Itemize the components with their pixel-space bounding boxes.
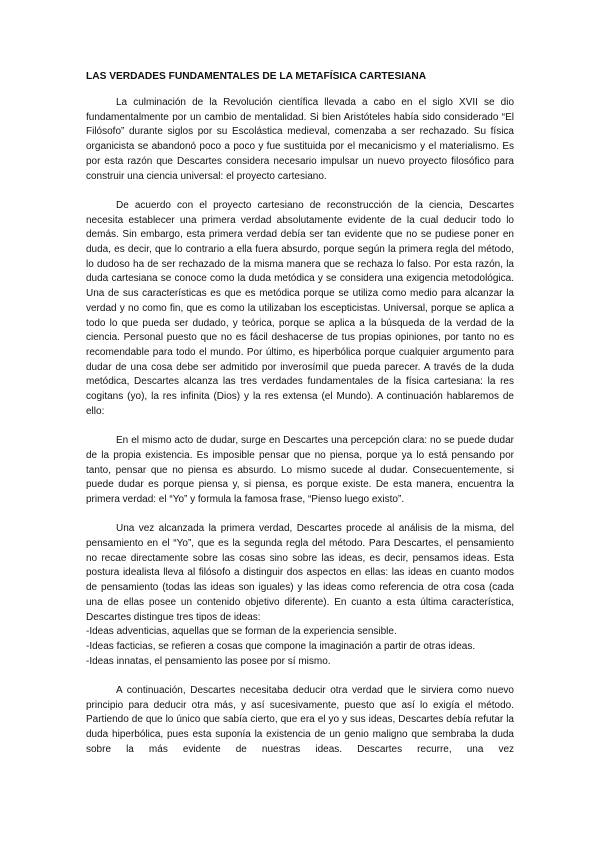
idea-types-list: [86, 625, 514, 669]
list-item: -Ideas adventicias, aquellas que se forman de la experiencia sensible.: [86, 626, 397, 638]
paragraph-second-truth: A continuación, Descartes necesitaba deducir otra verdad que le sirviera como nuevo principio para deducir otra más, y así sucesivamente, puesto que así lo exigía el método. Partiendo de que lo único que sabía cierto, que era el yo y sus ideas, Descartes debía refutar la duda hiperbólica, pues esta suponía la existencia de un genio maligno que sembraba la duda sobre la más evidente de nuestras ideas. Descartes recurre, una vez: [86, 685, 514, 755]
document-title: LAS VERDADES FUNDAMENTALES DE LA METAFÍSICA CARTESIANA: [86, 71, 427, 82]
list-item: -Ideas innatas, el pensamiento las posee por sí mismo.: [86, 655, 331, 667]
paragraph-ideas-analysis: Una vez alcanzada la primera verdad, Descartes procede al análisis de la misma, del pensamiento en el “Yo”, que es la segunda regla del método. Para Descartes, el pensamiento no recae directamente sobre las cosas sino sobre las ideas, es decir, pensamos ideas. Esta postura idealista lleva al filósofo a distinguir dos aspectos en ellas: las ideas en cuanto modos de pensamiento (todas las ideas son iguales) y las ideas como referencia de otra cosa (cada una de ellas posee un contenido objetivo diferente). En cuanto a esta última característica, Descartes distingue tres tipos de ideas:: [86, 523, 514, 623]
paragraph-methodic-doubt: De acuerdo con el proyecto cartesiano de reconstrucción de la ciencia, Descartes necesita establecer una primera verdad absolutamente evidente de la cual deducir todo lo demás. Sin embargo, esta primera verdad debía ser tan evidente que no se pudiese poner en duda, es decir, que lo contrario a ella fuera absurdo, porque según la primera regla del método, lo dudoso ha de ser rechazado de la misma manera que se rechaza lo falso. Por esta razón, la duda cartesiana se conoce como la duda metódica y se considera una exigencia metodológica. Una de sus características es que es metódica porque se utiliza como medio para alcanzar la verdad y no como fin, que es como la utilizaban los escepticistas. Universal, porque se aplica a todo lo que pueda ser dudado, y teórica, porque se aplica a la búsqueda de la verdad de la ciencia. Personal puesto que no es fácil deshacerse de tus propias opiniones, por tanto no es recomendable para todo el mundo. Por último, es hiperbólica porque cualquier argumento para dudar de una cosa debe ser admitido por inverosímil que pueda parecer. A través de la duda metódica, Descartes alcanza las tres verdades fundamentales de la física cartesiana: la res cogitans (yo), la res infinita (Dios) y la res extensa (el Mundo). A continuación hablaremos de ello:: [86, 199, 514, 417]
paragraph-first-truth: En el mismo acto de dudar, surge en Descartes una percepción clara: no se puede dudar de la propia existencia. Es imposible pensar que no piensa, porque ya lo está pensando por tanto, pensar que no piensa es absurdo. Lo mismo sucede al dudar. Consecuentemente, si puede dudar es porque piensa y, si piensa, es porque existe. De esta manera, encuentra la primera verdad: el “Yo” y formula la famosa frase, “Pienso luego existo”.: [86, 435, 514, 505]
list-item: -Ideas facticias, se refieren a cosas que compone la imaginación a partir de otras ideas.: [86, 640, 476, 652]
paragraph-intro: La culminación de la Revolución científica llevada a cabo en el siglo XVII se dio fundamentalmente por un cambio de mentalidad. Si bien Aristóteles había sido considerado “El Filósofo” durante siglos por su Escolástica medieval, comenzaba a ser rechazado. Su física organicista se abandonó poco a poco y fue sustituida por el mecanicismo y el materialismo. Es por esta razón que Descartes considera necesario impulsar un nuevo proyecto filosófico para construir una ciencia universal: el proyecto cartesiano.: [86, 97, 514, 182]
